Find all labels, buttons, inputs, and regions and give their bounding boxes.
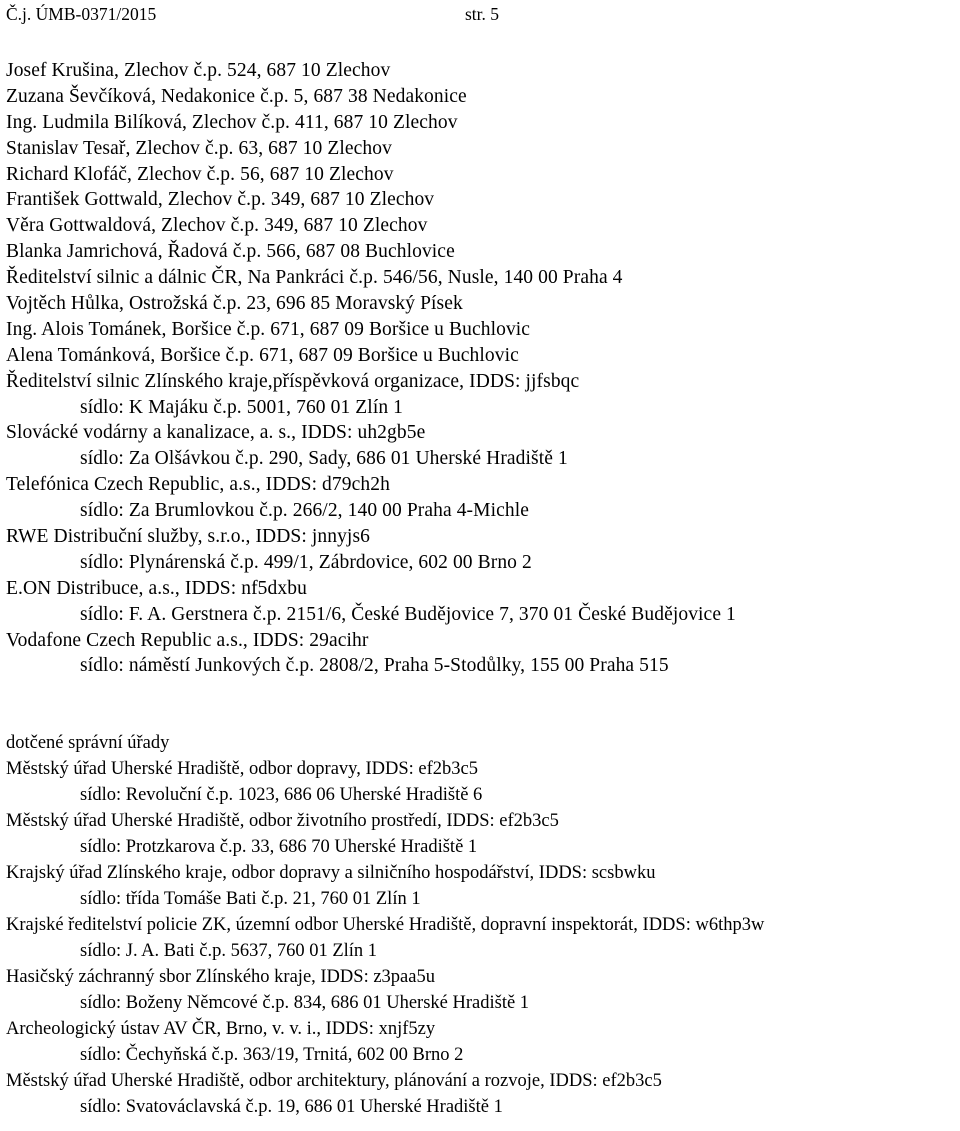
recipient-line-address: sídlo: F. A. Gerstnera č.p. 2151/6, České Budějovice 7, 370 01 České Budějovice 1 — [80, 603, 736, 625]
authority-line-address: sídlo: Čechyňská č.p. 363/19, Trnitá, 602 00 Brno 2 — [80, 1045, 464, 1065]
recipient-line: Alena Tománková, Boršice č.p. 671, 687 09 Boršice u Buchlovic — [6, 344, 519, 366]
authority-line-address: sídlo: J. A. Bati č.p. 5637, 760 01 Zlín 1 — [80, 941, 378, 961]
recipient-line-address: sídlo: Za Olšávkou č.p. 290, Sady, 686 01 Uherské Hradiště 1 — [80, 448, 568, 470]
authority-line: Městský úřad Uherské Hradiště, odbor architektury, plánování a rozvoje, IDDS: ef2b3c5 — [6, 1071, 662, 1091]
recipients-list — [6, 58, 958, 679]
recipient-line: Ředitelství silnic a dálnic ČR, Na Pankráci č.p. 546/56, Nusle, 140 00 Praha 4 — [6, 267, 623, 289]
recipient-line: Věra Gottwaldová, Zlechov č.p. 349, 687 10 Zlechov — [6, 215, 428, 237]
recipient-line: Josef Krušina, Zlechov č.p. 524, 687 10 Zlechov — [6, 60, 391, 81]
recipient-line: Blanka Jamrichová, Řadová č.p. 566, 687 08 Buchlovice — [6, 241, 455, 263]
authority-line-address: sídlo: třída Tomáše Bati č.p. 21, 760 01 Zlín 1 — [80, 889, 421, 909]
recipient-line: Richard Klofáč, Zlechov č.p. 56, 687 10 Zlechov — [6, 163, 394, 185]
recipient-line: Ředitelství silnic Zlínského kraje,příspěvková organizace, IDDS: jjfsbqc — [6, 370, 580, 392]
reference-number: Č.j. ÚMB-0371/2015 — [6, 4, 157, 24]
authority-line: Archeologický ústav AV ČR, Brno, v. v. i., IDDS: xnjf5zy — [6, 1019, 436, 1039]
recipient-line: Ing. Ludmila Bilíková, Zlechov č.p. 411, 687 10 Zlechov — [6, 111, 458, 133]
recipient-line: Zuzana Ševčíková, Nedakonice č.p. 5, 687 38 Nedakonice — [6, 85, 467, 107]
recipient-line: E.ON Distribuce, a.s., IDDS: nf5dxbu — [6, 577, 307, 599]
recipient-line: Telefónica Czech Republic, a.s., IDDS: d79ch2h — [6, 474, 390, 496]
recipient-line: Ing. Alois Tománek, Boršice č.p. 671, 687 09 Boršice u Buchlovic — [6, 318, 531, 340]
recipient-line: Vodafone Czech Republic a.s., IDDS: 29acihr — [6, 629, 369, 651]
authority-line: Krajské ředitelství policie ZK, územní odbor Uherské Hradiště, dopravní inspektorát, IDDS: w6thp3w — [6, 915, 765, 935]
recipient-line: Slovácké vodárny a kanalizace, a. s., IDDS: uh2gb5e — [6, 422, 426, 444]
recipient-line: František Gottwald, Zlechov č.p. 349, 687 10 Zlechov — [6, 189, 435, 211]
page-number: str. 5 — [465, 4, 500, 24]
authorities-list — [6, 730, 958, 1120]
authority-line-address: sídlo: Svatováclavská č.p. 19, 686 01 Uherské Hradiště 1 — [80, 1097, 503, 1117]
recipient-line: Stanislav Tesař, Zlechov č.p. 63, 687 10 Zlechov — [6, 137, 392, 159]
recipient-line-address: sídlo: Plynárenská č.p. 499/1, Zábrdovice, 602 00 Brno 2 — [80, 551, 532, 573]
authority-line: dotčené správní úřady — [6, 733, 170, 753]
recipient-line: Vojtěch Hůlka, Ostrožská č.p. 23, 696 85 Moravský Písek — [6, 293, 463, 315]
authority-line-address: sídlo: Revoluční č.p. 1023, 686 06 Uherské Hradiště 6 — [80, 785, 483, 805]
authority-line: Městský úřad Uherské Hradiště, odbor dopravy, IDDS: ef2b3c5 — [6, 759, 478, 779]
authority-line: Městský úřad Uherské Hradiště, odbor životního prostředí, IDDS: ef2b3c5 — [6, 811, 559, 831]
authority-line: Krajský úřad Zlínského kraje, odbor dopravy a silničního hospodářství, IDDS: scsbwku — [6, 863, 656, 883]
authority-line-address: sídlo: Boženy Němcové č.p. 834, 686 01 Uherské Hradiště 1 — [80, 993, 530, 1013]
recipient-line-address: sídlo: K Majáku č.p. 5001, 760 01 Zlín 1 — [80, 396, 404, 418]
recipient-line: RWE Distribuční služby, s.r.o., IDDS: jnnyjs6 — [6, 526, 370, 548]
recipient-line-address: sídlo: Za Brumlovkou č.p. 266/2, 140 00 Praha 4-Michle — [80, 500, 529, 522]
authority-line: Hasičský záchranný sbor Zlínského kraje, IDDS: z3paa5u — [6, 967, 435, 987]
authority-line-address: sídlo: Protzkarova č.p. 33, 686 70 Uherské Hradiště 1 — [80, 837, 478, 857]
recipient-line-address: sídlo: náměstí Junkových č.p. 2808/2, Praha 5-Stodůlky, 155 00 Praha 515 — [80, 655, 669, 677]
